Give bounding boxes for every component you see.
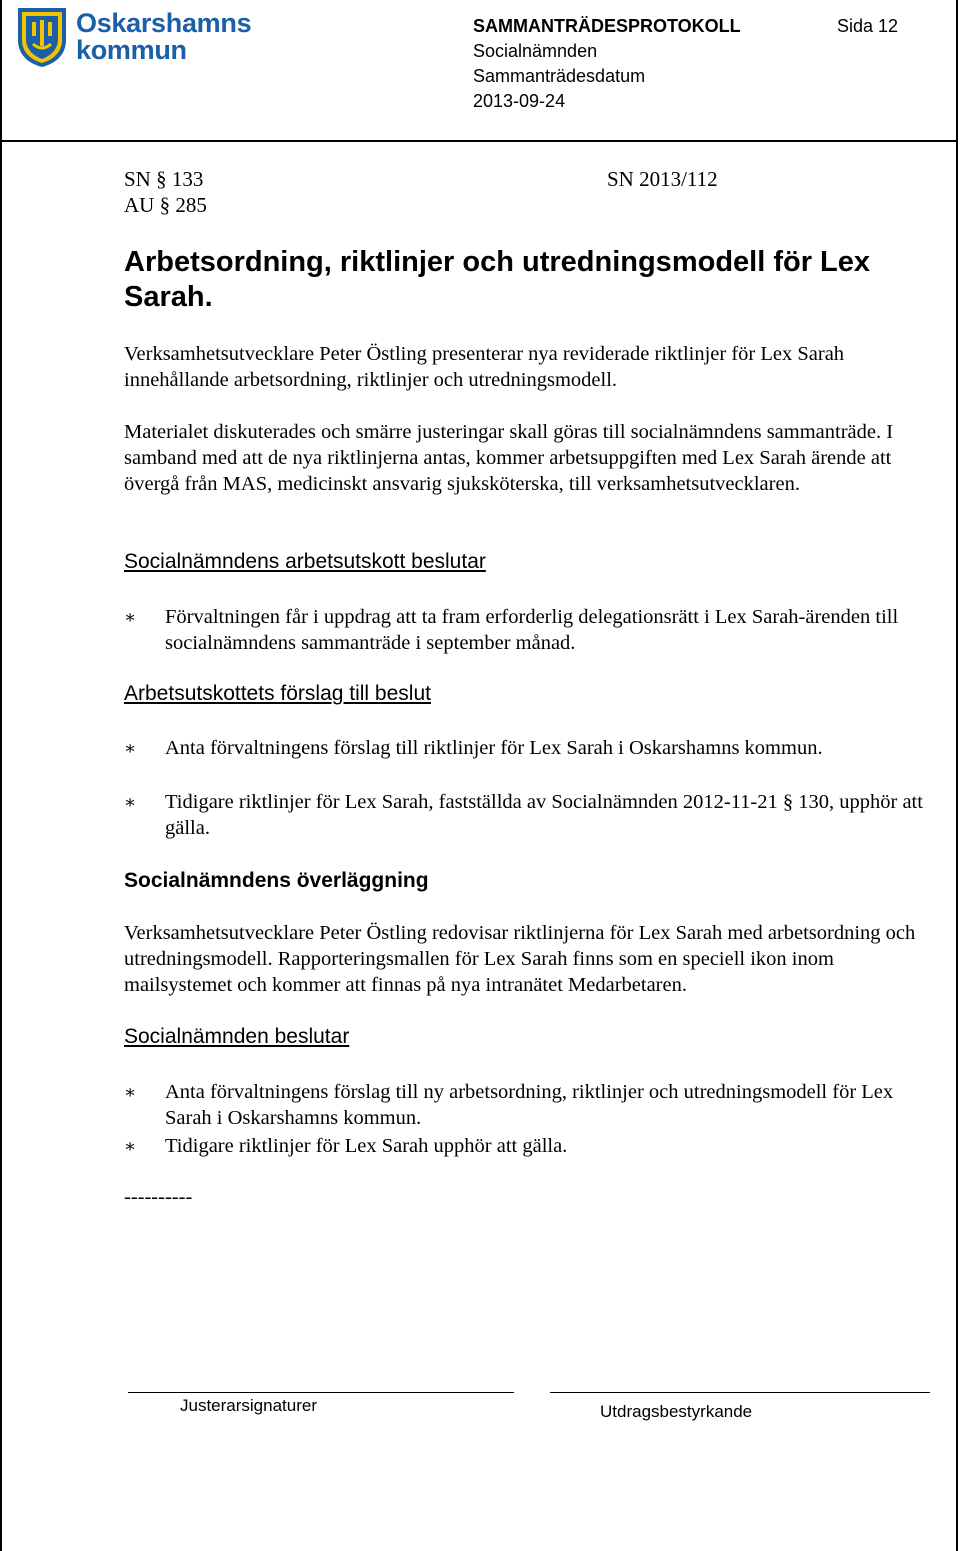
signature-line-right	[550, 1392, 930, 1393]
end-marker: ----------	[124, 1186, 193, 1208]
au-paragraph-ref: AU § 285	[124, 193, 207, 217]
committee-name: Socialnämnden	[473, 41, 598, 61]
list-item-text: Förvaltningen får i uppdrag att ta fram erforderlig delegationsrätt i Lex Sarah-ärenden till socialnämndens sammanträde i september månad.	[165, 606, 899, 654]
au-decision-heading: Socialnämndens arbetsutskott beslutar	[124, 550, 486, 573]
list-item	[124, 735, 924, 761]
list-item-text: Tidigare riktlinjer för Lex Sarah, fastställda av Socialnämnden 2012-11-21 § 130, upphör att gälla.	[165, 791, 923, 839]
discussion-paragraph: Materialet diskuterades och smärre justeringar skall göras till socialnämndens sammanträde. I samband med att de nya riktlinjerna antas, kommer arbetsuppgiften med Lex Sarah ärende att övergå från MAS, medicinskt ansvarig sjuksköterska, till verksamhetsutvecklaren.	[124, 421, 894, 495]
document-title: Arbetsordning, riktlinjer och utredningsmodell för Lex Sarah.	[124, 246, 871, 313]
logo-line-2: kommun	[76, 35, 187, 65]
list-item	[124, 604, 924, 656]
case-number: SN 2013/112	[607, 167, 718, 191]
protocol-header	[473, 14, 741, 114]
bullet-icon: ∗	[124, 1136, 137, 1156]
bullet-icon: ∗	[124, 738, 137, 758]
municipality-logo	[12, 4, 272, 74]
bullet-icon: ∗	[124, 1082, 137, 1102]
list-item-text: Anta förvaltningens förslag till ny arbetsordning, riktlinjer och utredningsmodell för Lex Sarah i Oskarshamns kommun.	[165, 1081, 894, 1129]
list-item	[124, 1133, 924, 1159]
list-item-text: Tidigare riktlinjer för Lex Sarah upphör att gälla.	[165, 1135, 568, 1157]
signature-label-justerare: Justerarsignaturer	[180, 1396, 318, 1415]
page-border-right	[956, 0, 958, 1551]
deliberation-heading: Socialnämndens överläggning	[124, 869, 429, 892]
meeting-date-label: Sammanträdesdatum	[473, 66, 646, 86]
list-item	[124, 789, 924, 841]
signature-label-utdrag: Utdragsbestyrkande	[600, 1402, 753, 1421]
intro-paragraph: Verksamhetsutvecklare Peter Östling presenterar nya reviderade riktlinjer för Lex Sarah innehållande arbetsordning, riktlinjer och utredningsmodell.	[124, 343, 845, 391]
bullet-icon: ∗	[124, 792, 137, 812]
logo-line-1: Oskarshamns	[76, 8, 252, 38]
page-border-left	[0, 0, 2, 1551]
protocol-title: SAMMANTRÄDESPROTOKOLL	[473, 16, 741, 36]
meeting-date: 2013-09-24	[473, 91, 566, 111]
coat-of-arms-icon	[16, 6, 68, 68]
sn-decision-heading: Socialnämnden beslutar	[124, 1025, 350, 1048]
header-divider	[0, 140, 958, 142]
bullet-icon: ∗	[124, 607, 137, 627]
deliberation-paragraph: Verksamhetsutvecklare Peter Östling redovisar riktlinjerna för Lex Sarah med arbetsordning och utredningsmodell. Rapporteringsmallen för Lex Sarah finns som en speciell ikon inom mailsystemet och kommer att finnas på nya intranätet Medarbetaren.	[124, 922, 916, 996]
list-item-text: Anta förvaltningens förslag till riktlinjer för Lex Sarah i Oskarshamns kommun.	[165, 737, 823, 759]
signature-line-left	[128, 1392, 514, 1393]
sn-paragraph-ref: SN § 133	[124, 167, 204, 191]
au-proposal-heading: Arbetsutskottets förslag till beslut	[124, 682, 431, 705]
page-number: Sida 12	[837, 16, 899, 36]
list-item	[124, 1079, 924, 1131]
